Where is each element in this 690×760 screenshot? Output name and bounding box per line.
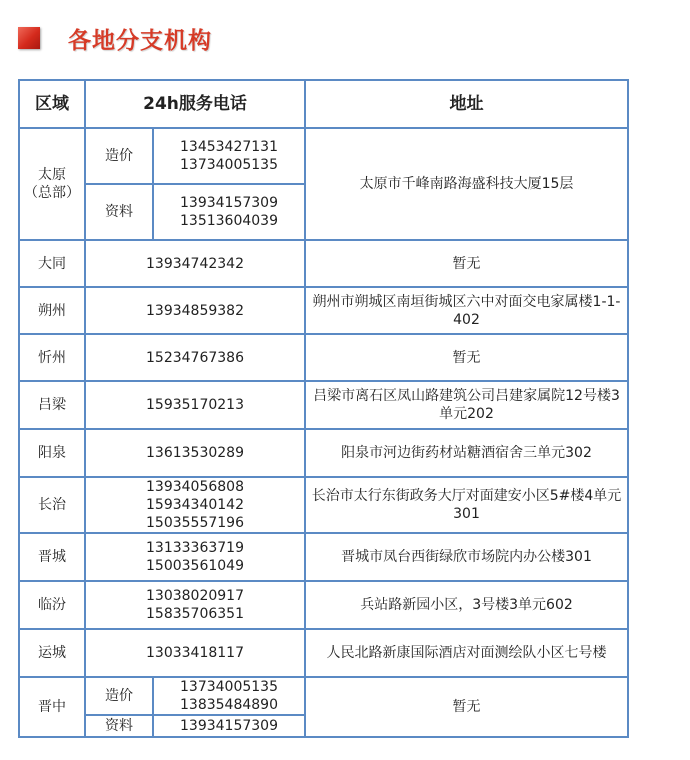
page-title: 各地分支机构 xyxy=(68,27,212,54)
table-row xyxy=(19,581,628,629)
phone-number: 15035557196 xyxy=(146,515,244,531)
phone-number: 15003561049 xyxy=(146,558,244,574)
region-cell: 长治 xyxy=(19,477,85,533)
table-row xyxy=(19,287,628,334)
page-header xyxy=(18,18,212,58)
phone-number: 13133363719 xyxy=(146,540,244,556)
phone-cell xyxy=(85,629,305,677)
phone-number: 13934056808 xyxy=(146,479,244,495)
region-cell: 大同 xyxy=(19,240,85,287)
address-cell: 吕梁市离石区凤山路建筑公司吕建家属院12号楼3单元202 xyxy=(305,381,628,429)
address-cell: 人民北路新康国际酒店对面测绘队小区七号楼 xyxy=(305,629,628,677)
region-cell: 吕梁 xyxy=(19,381,85,429)
table-row xyxy=(19,629,628,677)
phone-number: 13033418117 xyxy=(146,645,244,661)
phone-cell xyxy=(85,429,305,477)
phone-number: 15234767386 xyxy=(146,349,244,366)
address-cell: 阳泉市河边街药材站糖酒宿舍三单元302 xyxy=(305,429,628,477)
table-row xyxy=(19,334,628,381)
phone-number: 15934340142 xyxy=(146,497,244,513)
region-cell: 忻州 xyxy=(19,334,85,381)
red-square-icon xyxy=(18,27,40,49)
address-cell: 暂无 xyxy=(305,334,628,381)
phone-number: 13934742342 xyxy=(146,255,244,272)
header-region: 区域 xyxy=(19,80,85,128)
phone-number: 13934859382 xyxy=(146,302,244,319)
phone-number: 13934157309 xyxy=(180,718,278,734)
phone-number: 13934157309 xyxy=(180,195,278,211)
address-cell: 朔州市朔城区南垣街城区六中对面交电家属楼1-1-402 xyxy=(305,287,628,334)
phone-cell xyxy=(153,715,305,737)
region-cell: 运城 xyxy=(19,629,85,677)
phone-cell xyxy=(153,128,305,184)
header-address: 地址 xyxy=(305,80,628,128)
address-cell: 兵站路新园小区，3号楼3单元602 xyxy=(305,581,628,629)
phone-number: 13734005135 xyxy=(180,679,278,695)
sub-label-cell: 造价 xyxy=(85,677,153,715)
phone-cell xyxy=(85,287,305,334)
phone-cell xyxy=(85,477,305,533)
region-subtitle: （总部） xyxy=(24,185,80,201)
branch-table xyxy=(18,79,629,738)
region-name: 太原 xyxy=(38,167,66,183)
address-cell: 太原市千峰南路海盛科技大厦15层 xyxy=(305,128,628,240)
table-row xyxy=(19,429,628,477)
phone-cell xyxy=(153,677,305,715)
header-phone: 24h服务电话 xyxy=(85,80,305,128)
phone-number: 13513604039 xyxy=(180,213,278,229)
phone-number: 13613530289 xyxy=(146,445,244,461)
phone-number: 13453427131 xyxy=(180,139,278,155)
phone-cell xyxy=(85,334,305,381)
phone-number: 13734005135 xyxy=(180,157,278,173)
address-cell: 晋城市凤台西街绿欣市场院内办公楼301 xyxy=(305,533,628,581)
table-row xyxy=(19,477,628,533)
region-cell: 临汾 xyxy=(19,581,85,629)
table-row xyxy=(19,381,628,429)
phone-cell xyxy=(153,184,305,240)
phone-number: 13038020917 xyxy=(146,588,244,604)
phone-number: 15835706351 xyxy=(146,606,244,622)
phone-cell xyxy=(85,240,305,287)
address-cell: 暂无 xyxy=(305,240,628,287)
table-row-jinzhong-1 xyxy=(19,677,628,715)
address-cell: 长治市太行东街政务大厅对面建安小区5#楼4单元301 xyxy=(305,477,628,533)
sub-label-cell: 造价 xyxy=(85,128,153,184)
phone-cell xyxy=(85,581,305,629)
region-cell: 阳泉 xyxy=(19,429,85,477)
region-cell-taiyuan xyxy=(19,128,85,240)
table-header-row xyxy=(19,80,628,128)
table-row xyxy=(19,533,628,581)
table-row-taiyuan-1 xyxy=(19,128,628,184)
phone-cell xyxy=(85,533,305,581)
phone-number: 13835484890 xyxy=(180,697,278,713)
table-row xyxy=(19,240,628,287)
phone-number: 15935170213 xyxy=(146,397,244,413)
region-cell: 朔州 xyxy=(19,287,85,334)
region-cell: 晋城 xyxy=(19,533,85,581)
phone-cell xyxy=(85,381,305,429)
address-cell: 暂无 xyxy=(305,677,628,737)
sub-label-cell: 资料 xyxy=(85,715,153,737)
sub-label-cell: 资料 xyxy=(85,184,153,240)
region-cell-jinzhong: 晋中 xyxy=(19,677,85,737)
